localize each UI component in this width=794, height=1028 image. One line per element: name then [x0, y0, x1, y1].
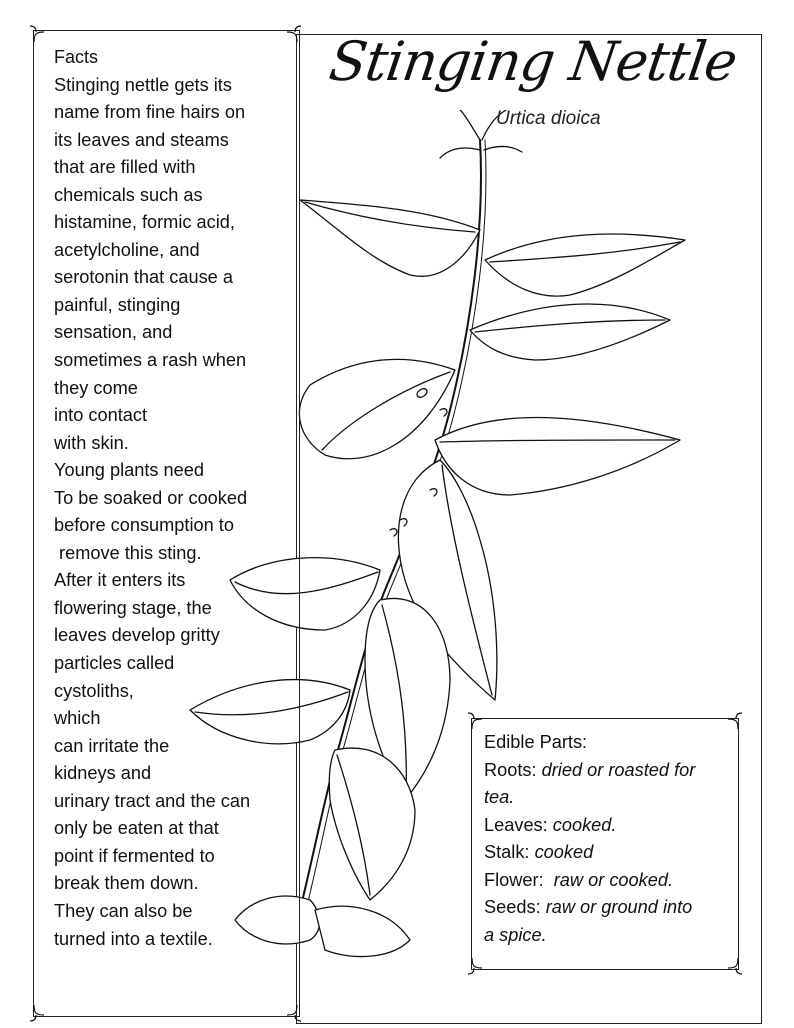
facts-line: only be eaten at that	[54, 818, 219, 839]
facts-line: before consumption to	[54, 515, 234, 536]
facts-line: particles called	[54, 653, 175, 674]
facts-line: To be soaked or cooked	[54, 487, 248, 508]
facts-line: After it enters its	[54, 570, 186, 591]
edible-parts-text-block	[484, 729, 734, 949]
flower-value: raw or cooked.	[553, 869, 674, 890]
corner-flourish-icon	[24, 1003, 46, 1025]
facts-line: break them down.	[54, 873, 199, 894]
corner-flourish-icon	[726, 956, 748, 978]
stalk-label: Stalk:	[484, 842, 530, 863]
facts-line: sensation, and	[54, 322, 173, 343]
seeds-label: Seeds:	[484, 897, 541, 918]
seeds-value-cont: a spice.	[484, 924, 547, 945]
facts-line: sometimes a rash when	[54, 350, 247, 371]
edible-leaves	[484, 812, 734, 840]
facts-line: name from fine hairs on	[54, 102, 246, 123]
facts-line: flowering stage, the	[54, 597, 212, 618]
facts-line: acetylcholine, and	[54, 239, 200, 260]
facts-line: can irritate the	[54, 735, 170, 756]
facts-line: that are filled with	[54, 157, 196, 178]
facts-line: chemicals such as	[54, 184, 203, 205]
edible-heading: Edible Parts:	[484, 732, 588, 752]
roots-value-cont: tea.	[484, 787, 515, 808]
corner-flourish-icon	[462, 709, 484, 731]
edible-flower	[484, 867, 734, 895]
corner-flourish-icon	[726, 709, 748, 731]
flower-label: Flower:	[484, 869, 544, 890]
facts-line: with skin.	[54, 432, 129, 453]
seeds-value: raw or ground into	[545, 897, 693, 918]
corner-flourish-icon	[24, 22, 46, 44]
facts-line: leaves develop gritty	[54, 625, 220, 646]
scientific-name: Urtica dioica	[496, 108, 601, 129]
corner-flourish-icon	[285, 22, 307, 44]
corner-flourish-icon	[285, 1003, 307, 1025]
corner-flourish-icon	[462, 956, 484, 978]
facts-line: turned into a textile.	[54, 928, 213, 949]
facts-line: cystoliths,	[54, 680, 134, 701]
facts-line: urinary tract and the can	[54, 790, 251, 811]
leaves-label: Leaves:	[484, 814, 548, 835]
edible-seeds	[484, 894, 734, 922]
stalk-value: cooked	[534, 842, 594, 863]
leaves-value: cooked.	[552, 814, 617, 835]
edible-roots	[484, 757, 734, 785]
facts-line: Stinging nettle gets its	[54, 74, 232, 95]
facts-line: they come	[54, 377, 138, 398]
facts-line: They can also be	[54, 900, 193, 921]
facts-line: painful, stinging	[54, 294, 181, 315]
edible-roots-cont	[484, 784, 734, 812]
facts-line: Young plants need	[54, 460, 205, 481]
facts-line: kidneys and	[54, 763, 152, 784]
edible-stalk	[484, 839, 734, 867]
facts-line: histamine, formic acid,	[54, 212, 235, 233]
facts-text-block	[54, 44, 294, 953]
roots-value: dried or roasted for	[541, 759, 696, 780]
facts-heading: Facts	[54, 47, 99, 67]
roots-label: Roots:	[484, 759, 537, 780]
facts-line: into contact	[54, 405, 148, 426]
edible-seeds-cont	[484, 922, 734, 950]
facts-line: serotonin that cause a	[54, 267, 233, 288]
facts-line: its leaves and steams	[54, 129, 229, 150]
facts-line: remove this sting.	[54, 542, 202, 563]
facts-line: which	[54, 708, 101, 729]
facts-line: point if fermented to	[54, 845, 215, 866]
page-title: Stinging Nettle	[325, 30, 741, 93]
